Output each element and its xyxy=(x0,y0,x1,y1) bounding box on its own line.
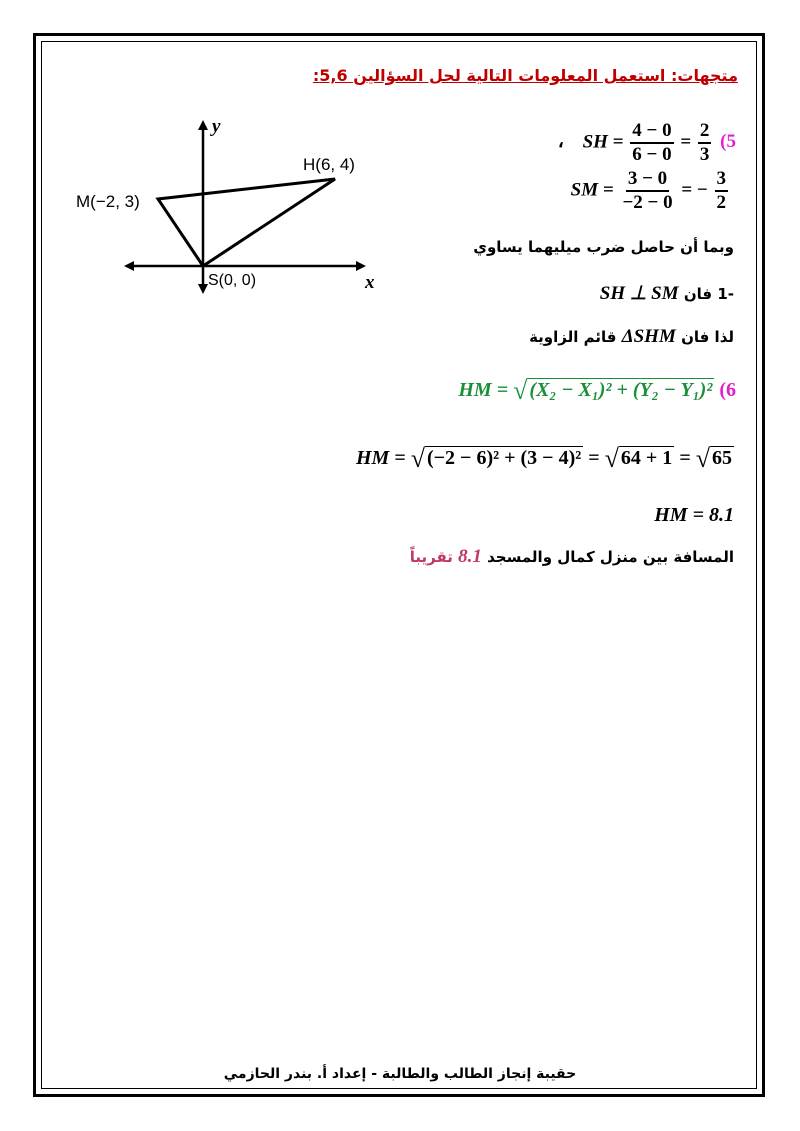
q5-statement-2 xyxy=(600,282,734,305)
footer-credit: حقيبة إنجاز الطالب والطالبة - إعداد أ. بندر الحازمي xyxy=(223,1066,577,1082)
triangle-shm xyxy=(158,179,335,266)
section-title: متجهات: استعمل المعلومات التالية لحل السؤالين 5,6: xyxy=(312,66,738,85)
q5-sm-equals: = − xyxy=(681,179,708,201)
q6-calc-eq2: = xyxy=(679,447,691,469)
q5-slope-sh xyxy=(558,120,736,166)
q6-calc-label: HM = xyxy=(355,447,406,469)
q6-calc-radical: √ (−2 − 6)² + (3 − 4)² xyxy=(410,444,582,473)
q5-sh-equals: = xyxy=(680,131,692,153)
q5-perpendicular: SH ⊥ SM xyxy=(599,283,679,304)
q5-sh-numerator: 4 − 0 xyxy=(630,120,673,144)
q5-statement-2-text: -1 فان xyxy=(683,285,734,303)
q5-sh-result-num: 2 xyxy=(698,120,712,144)
q6-conclusion xyxy=(410,546,734,568)
q5-slope-sm xyxy=(571,168,730,214)
q5-triangle-name: ΔSHM xyxy=(621,326,676,347)
q6-conclusion-text: المسافة بين منزل كمال والمسجد xyxy=(487,548,734,566)
y-axis-label: y xyxy=(212,116,221,137)
q6-calc-res-radical: √ 65 xyxy=(695,444,732,473)
q6-calc-eq1: = xyxy=(588,447,600,469)
q6-conclusion-approx: تقريباً xyxy=(409,548,453,566)
q5-statement-1: وبما أن حاصل ضرب ميليهما يساوي xyxy=(473,238,734,256)
coordinate-graph xyxy=(76,112,380,293)
q5-number: (5 xyxy=(720,131,736,153)
q6-result: HM = 8.1 xyxy=(654,504,734,526)
q5-sm-result xyxy=(715,168,729,214)
q6-number: (6 xyxy=(719,379,736,401)
q5-sh-label: SH = xyxy=(582,131,624,153)
point-m-label: M(−2, 3) xyxy=(76,192,140,211)
x-axis-label: x xyxy=(365,272,375,293)
q6-formula-body: (X₂ − X₁)² + (Y₂ − Y₁)² xyxy=(529,379,713,401)
x-axis-arrow-right xyxy=(356,261,366,271)
q5-sm-label: SM = xyxy=(570,179,614,201)
q5-sm-denominator: −2 − 0 xyxy=(622,192,673,213)
point-s-label: S(0, 0) xyxy=(208,272,257,289)
q6-distance-formula xyxy=(458,376,736,406)
q5-sh-result xyxy=(698,120,712,166)
q5-sm-result-num: 3 xyxy=(715,168,729,192)
y-axis-arrow-up xyxy=(198,120,208,130)
q5-sm-result-den: 2 xyxy=(716,192,726,213)
q5-sh-denominator: 6 − 0 xyxy=(632,144,672,165)
point-h-label: H(6, 4) xyxy=(303,155,355,174)
q6-calc-mid-radical: √ 64 + 1 xyxy=(604,444,673,473)
q6-formula-label: HM = xyxy=(458,379,509,401)
q6-calc-result: 65 xyxy=(712,447,732,469)
q5-statement-3 xyxy=(529,326,734,348)
q6-calc-body: (−2 − 6)² + (3 − 4)² xyxy=(427,447,582,469)
q5-sm-fraction xyxy=(620,168,674,214)
q6-formula-radical: √ (X₂ − X₁)² + (Y₂ − Y₁)² xyxy=(513,376,713,405)
q5-comma: ، xyxy=(557,131,564,153)
q5-sm-numerator: 3 − 0 xyxy=(626,168,669,192)
q5-statement-3-b: قائم الزاوية xyxy=(529,328,617,346)
x-axis-arrow-left xyxy=(124,261,134,271)
q5-sh-result-den: 3 xyxy=(699,144,710,165)
q6-calculation xyxy=(356,444,734,474)
q5-sh-fraction xyxy=(630,120,673,166)
q5-statement-3-a: لذا فان xyxy=(681,328,734,346)
q6-conclusion-value: 8.1 xyxy=(458,546,482,567)
q6-calc-mid: 64 + 1 xyxy=(620,447,673,469)
